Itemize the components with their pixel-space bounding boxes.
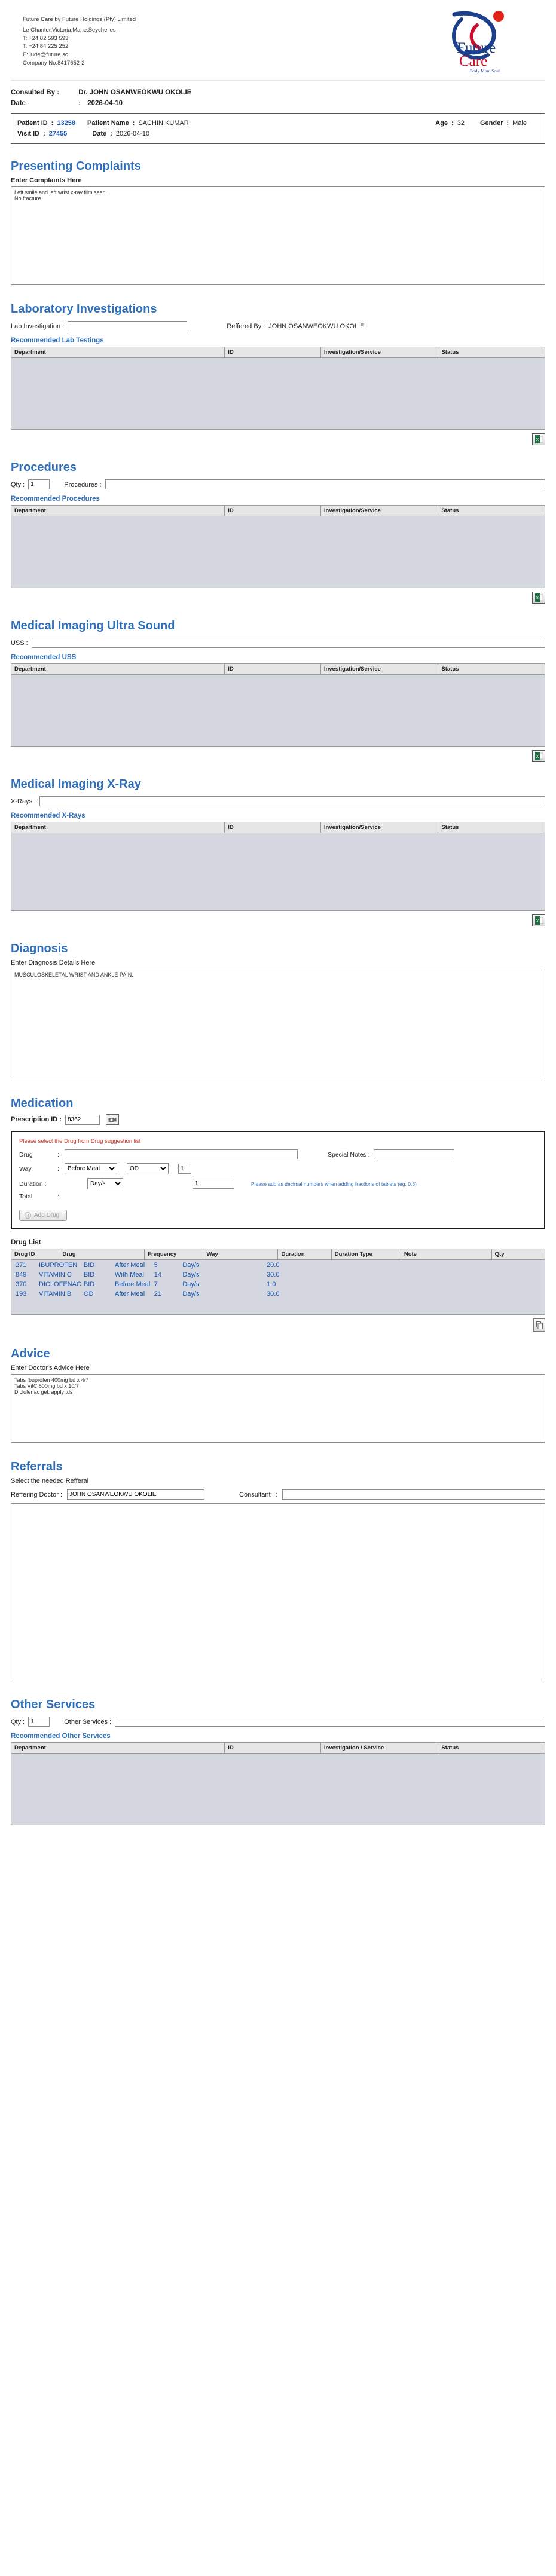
procedures-input[interactable] bbox=[105, 479, 545, 489]
total-label: Total bbox=[19, 1193, 33, 1200]
proc-col-department: Department bbox=[11, 506, 225, 516]
cell-duration: 21 bbox=[154, 1290, 162, 1298]
complaints-textarea[interactable] bbox=[11, 186, 545, 285]
svg-text:X: X bbox=[536, 919, 539, 923]
laboratory-investigations-title: Laboratory Investigations bbox=[11, 302, 157, 316]
consulted-by-label: Consulted By : bbox=[11, 89, 60, 96]
cell-frequency: BID bbox=[83, 1281, 95, 1288]
other-services-title: Other Services bbox=[11, 1698, 96, 1711]
frequency-qty-input[interactable] bbox=[178, 1164, 191, 1174]
cell-duration: 7 bbox=[154, 1281, 158, 1288]
diagnosis-sub-label: Enter Diagnosis Details Here bbox=[11, 959, 96, 966]
cell-drug-id: 193 bbox=[16, 1290, 27, 1298]
patient-info-box bbox=[11, 113, 545, 144]
recommended-other-services-label: Recommended Other Services bbox=[11, 1733, 111, 1740]
xray-col-id: ID bbox=[225, 822, 321, 833]
cell-qty: 20.0 bbox=[267, 1262, 280, 1269]
prescription-id-input[interactable] bbox=[65, 1115, 100, 1125]
cell-frequency: BID bbox=[83, 1262, 95, 1269]
cell-note bbox=[219, 1271, 265, 1279]
cell-frequency: OD bbox=[83, 1290, 94, 1298]
cell-way: With Meal bbox=[115, 1271, 144, 1278]
way-row: Way : Before Meal OD 1 bbox=[19, 1163, 537, 1174]
drug-col-duration-type: Duration Type bbox=[331, 1249, 401, 1260]
visit-date-label: Date bbox=[92, 130, 107, 137]
lab-investigation-input[interactable] bbox=[68, 321, 187, 331]
ultrasound-title: Medical Imaging Ultra Sound bbox=[11, 619, 175, 632]
plus-icon bbox=[25, 1212, 31, 1219]
referrals-title: Referrals bbox=[11, 1460, 63, 1473]
way-select[interactable] bbox=[65, 1163, 117, 1174]
cell-drug: IBUPROFEN bbox=[39, 1262, 78, 1269]
company-tel-2: T: +24 84 225 252 bbox=[23, 43, 69, 50]
medication-entry-panel bbox=[11, 1131, 545, 1229]
uss-col-service: Investigation/Service bbox=[320, 664, 438, 675]
cell-note bbox=[219, 1280, 265, 1289]
cell-drug: VITAMIN C bbox=[39, 1271, 72, 1278]
referrals-sub-label: Select the needed Refferal bbox=[11, 1477, 89, 1485]
cell-drug: DICLOFENAC bbox=[39, 1281, 81, 1288]
referring-doctor-input[interactable] bbox=[67, 1489, 204, 1500]
procedures-grid-footer bbox=[11, 592, 545, 604]
uss-input[interactable] bbox=[32, 638, 545, 648]
lab-col-service: Investigation/Service bbox=[320, 347, 438, 358]
proc-col-status: Status bbox=[438, 506, 545, 516]
svg-text:X: X bbox=[536, 438, 539, 442]
uss-grid-footer bbox=[11, 750, 545, 762]
visit-id-value: 27455 bbox=[48, 130, 68, 137]
drug-selection-warning: Please select the Drug from Drug suggestion list bbox=[19, 1138, 141, 1145]
recommended-xray-label: Recommended X-Rays bbox=[11, 812, 85, 819]
drug-grid-footer bbox=[11, 1318, 545, 1332]
drug-list-grid[interactable] bbox=[11, 1260, 545, 1315]
lab-col-status: Status bbox=[438, 347, 545, 358]
referred-by-value: JOHN OSANWEOKWU OKOLIE bbox=[268, 322, 365, 330]
visit-id-colon: : bbox=[43, 130, 45, 137]
svg-text:Body Mind Soul: Body Mind Soul bbox=[470, 68, 500, 74]
uss-col-status: Status bbox=[438, 664, 545, 675]
procedures-title: Procedures bbox=[11, 461, 77, 474]
table-row[interactable] bbox=[13, 1280, 294, 1289]
patient-name-label: Patient Name bbox=[87, 120, 129, 127]
medication-title: Medication bbox=[11, 1097, 74, 1110]
consultant-label: Consultant bbox=[239, 1491, 271, 1498]
prescription-id-label: Prescription ID : bbox=[11, 1116, 62, 1123]
xray-col-service: Investigation/Service bbox=[320, 822, 438, 833]
proc-col-service: Investigation/Service bbox=[320, 506, 438, 516]
date-colon: : bbox=[78, 100, 81, 107]
advice-title: Advice bbox=[11, 1347, 50, 1360]
consulted-by-row bbox=[11, 89, 545, 96]
visit-date-value: 2026-04-10 bbox=[115, 130, 150, 137]
cell-drug: VITAMIN B bbox=[39, 1290, 72, 1298]
cell-duration: 14 bbox=[154, 1271, 162, 1278]
lab-col-id: ID bbox=[225, 347, 321, 358]
drug-row: Drug : Special Notes : bbox=[19, 1149, 537, 1159]
xray-col-status: Status bbox=[438, 822, 545, 833]
other-services-label: Other Services : bbox=[64, 1718, 112, 1726]
procedures-label: Procedures : bbox=[64, 481, 102, 488]
cell-note bbox=[219, 1290, 265, 1298]
cell-drug-id: 271 bbox=[16, 1262, 27, 1269]
other-col-id: ID bbox=[225, 1743, 321, 1754]
patient-info-row-2 bbox=[17, 129, 539, 139]
recommended-lab-label: Recommended Lab Testings bbox=[11, 337, 104, 344]
cell-duration-type: Day/s bbox=[182, 1262, 200, 1269]
gender-value: Male bbox=[512, 120, 527, 127]
export-excel-icon[interactable] bbox=[532, 750, 545, 762]
other-services-qty-input[interactable] bbox=[28, 1717, 50, 1727]
cell-duration-type: Day/s bbox=[182, 1271, 200, 1278]
duration-label: Duration : bbox=[19, 1180, 47, 1188]
gender-colon: : bbox=[506, 120, 509, 127]
company-tel-1: T: +24 82 593 593 bbox=[23, 35, 69, 42]
cell-drug-id: 849 bbox=[16, 1271, 27, 1278]
duration-row bbox=[19, 1178, 537, 1189]
export-excel-icon[interactable] bbox=[532, 592, 545, 604]
cell-note bbox=[219, 1261, 265, 1269]
advice-sub-label: Enter Doctor's Advice Here bbox=[11, 1365, 90, 1372]
company-address: Le Chanter,Victoria,Mahe,Seychelles bbox=[23, 26, 116, 33]
procedures-grid-body[interactable] bbox=[11, 516, 545, 588]
lab-grid-footer bbox=[11, 433, 545, 445]
recommended-uss-label: Recommended USS bbox=[11, 654, 77, 661]
consulting-doctor-name: Dr. JOHN OSANWEOKWU OKOLIE bbox=[78, 89, 192, 96]
future-care-logo bbox=[420, 8, 533, 75]
advice-textarea[interactable] bbox=[11, 1374, 545, 1443]
uss-col-department: Department bbox=[11, 664, 225, 675]
lab-grid-body[interactable] bbox=[11, 358, 545, 430]
cell-duration: 5 bbox=[154, 1262, 158, 1269]
xray-entry-row bbox=[11, 796, 545, 806]
diagnosis-textarea[interactable] bbox=[11, 969, 545, 1079]
add-drug-label: Add Drug bbox=[34, 1212, 60, 1219]
proc-col-id: ID bbox=[225, 506, 321, 516]
special-notes-label: Special Notes : bbox=[328, 1151, 370, 1158]
procedures-qty-label: Qty : bbox=[11, 481, 25, 488]
referred-by-label: Reffered By : bbox=[227, 322, 265, 330]
cell-way: After Meal bbox=[115, 1262, 145, 1269]
procedures-qty-input[interactable] bbox=[28, 479, 50, 489]
other-col-status: Status bbox=[438, 1743, 545, 1754]
drug-col-note: Note bbox=[401, 1249, 491, 1260]
referring-doctor-label: Reffering Doctor : bbox=[11, 1491, 63, 1498]
cell-duration-type: Day/s bbox=[182, 1290, 200, 1298]
table-row[interactable] bbox=[13, 1290, 294, 1298]
referring-doctor-row bbox=[11, 1489, 545, 1500]
other-col-service: Investigation / Service bbox=[320, 1743, 438, 1754]
way-label: Way bbox=[19, 1165, 32, 1173]
drug-col-frequency: Frequency bbox=[145, 1249, 203, 1260]
cell-way: After Meal bbox=[115, 1290, 145, 1298]
cell-drug-id: 370 bbox=[16, 1281, 27, 1288]
other-services-grid-header bbox=[11, 1742, 545, 1754]
age-value: 32 bbox=[457, 120, 465, 127]
drug-input[interactable] bbox=[65, 1149, 298, 1159]
other-services-entry-row bbox=[11, 1717, 545, 1727]
duration-qty-input[interactable] bbox=[193, 1179, 234, 1189]
uss-col-id: ID bbox=[225, 664, 321, 675]
logo-graphic bbox=[420, 8, 533, 75]
xray-grid-body[interactable] bbox=[11, 833, 545, 911]
date-label: Date bbox=[11, 100, 26, 107]
patient-id-value: 13258 bbox=[57, 120, 75, 127]
consultant-colon: : bbox=[275, 1491, 277, 1498]
export-excel-icon[interactable] bbox=[532, 914, 545, 926]
drug-col-way: Way bbox=[203, 1249, 278, 1260]
lab-col-department: Department bbox=[11, 347, 225, 358]
xray-label: X-Rays : bbox=[11, 797, 36, 805]
patient-name-colon: : bbox=[132, 120, 135, 127]
referrals-panel[interactable] bbox=[11, 1503, 545, 1682]
recommended-procedures-label: Recommended Procedures bbox=[11, 495, 100, 503]
drug-label: Drug bbox=[19, 1151, 33, 1158]
cell-duration-type: Day/s bbox=[182, 1281, 200, 1288]
uss-entry-row bbox=[11, 638, 545, 648]
lab-grid-header bbox=[11, 347, 545, 358]
lab-investigation-row bbox=[11, 321, 545, 331]
drug-col-id: Drug ID bbox=[11, 1249, 59, 1260]
copy-icon[interactable] bbox=[533, 1318, 545, 1332]
company-details bbox=[23, 8, 136, 68]
consultation-date-row bbox=[11, 100, 545, 107]
complaints-sub-label: Enter Complaints Here bbox=[11, 177, 82, 184]
cell-qty: 30.0 bbox=[267, 1271, 280, 1278]
cell-frequency: BID bbox=[83, 1271, 95, 1278]
camera-icon[interactable] bbox=[106, 1114, 119, 1125]
duration-unit-select[interactable] bbox=[87, 1178, 123, 1189]
total-row: Total : bbox=[19, 1193, 59, 1200]
xray-grid-footer bbox=[11, 914, 545, 926]
export-excel-icon[interactable] bbox=[532, 433, 545, 445]
diagnosis-title: Diagnosis bbox=[11, 942, 68, 955]
svg-text:X: X bbox=[536, 596, 539, 601]
age-colon: : bbox=[451, 120, 454, 127]
table-row[interactable] bbox=[13, 1271, 294, 1279]
uss-grid-body[interactable] bbox=[11, 675, 545, 747]
patient-id-label: Patient ID bbox=[17, 120, 48, 127]
special-notes-input[interactable] bbox=[374, 1149, 454, 1159]
other-services-qty-label: Qty : bbox=[11, 1718, 25, 1726]
visit-id-label: Visit ID bbox=[17, 130, 40, 137]
svg-text:Future: Future bbox=[457, 40, 496, 56]
drug-col-qty: Qty bbox=[491, 1249, 545, 1260]
other-col-department: Department bbox=[11, 1743, 225, 1754]
patient-id-colon: : bbox=[51, 120, 54, 127]
table-row[interactable] bbox=[13, 1261, 294, 1269]
decimal-hint: Please add as decimal numbers when adding fractions of tablets (eg. 0.5) bbox=[251, 1180, 417, 1187]
frequency-select[interactable] bbox=[127, 1163, 169, 1174]
drug-list-label: Drug List bbox=[11, 1239, 41, 1246]
other-services-input[interactable] bbox=[115, 1717, 545, 1727]
presenting-complaints-title: Presenting Complaints bbox=[11, 160, 141, 173]
consultant-input[interactable] bbox=[282, 1489, 545, 1500]
cell-qty: 30.0 bbox=[267, 1290, 280, 1298]
add-drug-button[interactable] bbox=[19, 1210, 67, 1221]
xray-input[interactable] bbox=[39, 796, 545, 806]
other-services-grid-body[interactable] bbox=[11, 1754, 545, 1825]
procedures-entry-row bbox=[11, 479, 545, 489]
cell-way: Before Meal bbox=[115, 1281, 151, 1288]
xray-col-department: Department bbox=[11, 822, 225, 833]
lab-investigation-label: Lab Investigation : bbox=[11, 322, 65, 330]
svg-text:X: X bbox=[536, 755, 539, 759]
svg-text:Care: Care bbox=[459, 53, 488, 69]
gender-label: Gender bbox=[479, 120, 503, 127]
date-value: 2026-04-10 bbox=[87, 100, 123, 107]
patient-name-value: SACHIN KUMAR bbox=[138, 120, 189, 127]
prescription-id-row bbox=[11, 1114, 545, 1125]
company-email: E: jude@future.sc bbox=[23, 51, 68, 59]
visit-date-colon: : bbox=[110, 130, 112, 137]
company-name: Future Care by Future Holdings (Pty) Limited bbox=[23, 16, 136, 25]
drug-col-duration: Duration bbox=[278, 1249, 331, 1260]
uss-label: USS : bbox=[11, 639, 28, 647]
letterhead bbox=[11, 0, 545, 81]
uss-grid-header bbox=[11, 663, 545, 675]
company-number: Company No.8417652-2 bbox=[23, 59, 85, 66]
cell-qty: 1.0 bbox=[267, 1281, 276, 1288]
patient-info-row-1 bbox=[17, 118, 539, 129]
drug-col-drug: Drug bbox=[59, 1249, 145, 1260]
procedures-grid-header bbox=[11, 505, 545, 516]
drug-grid-header bbox=[11, 1249, 545, 1260]
xray-title: Medical Imaging X-Ray bbox=[11, 778, 141, 791]
xray-grid-header bbox=[11, 822, 545, 833]
age-label: Age bbox=[435, 120, 448, 127]
